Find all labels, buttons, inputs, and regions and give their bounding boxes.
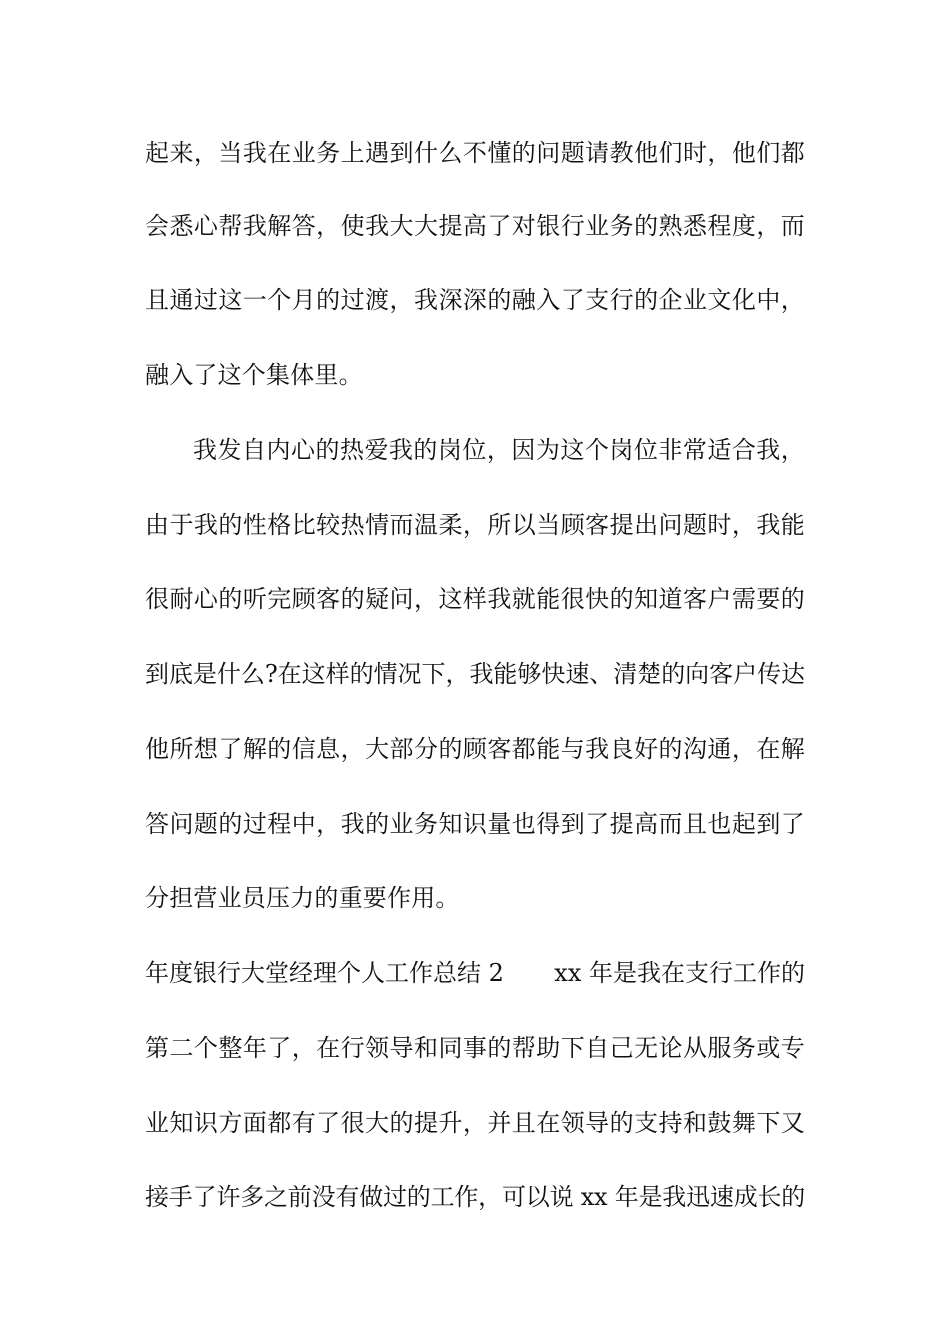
paragraph-line: 接手了许多之前没有做过的工作，可以说 xx 年是我迅速成长的 (145, 1183, 805, 1211)
paragraph-line: 且通过这一个月的过渡，我深深的融入了支行的企业文化中， (145, 286, 805, 314)
paragraph-line: 答问题的过程中，我的业务知识量也得到了提高而且也起到了 (145, 810, 805, 838)
paragraph-line: 第二个整年了，在行领导和同事的帮助下自己无论从服务或专 (145, 1034, 805, 1062)
paragraph-line: 由于我的性格比较热情而温柔，所以当顾客提出问题时，我能 (145, 511, 805, 539)
paragraph-line: 我发自内心的热爱我的岗位，因为这个岗位非常适合我， (193, 436, 805, 464)
section-title: 年度银行大堂经理个人工作总结 2 (145, 959, 504, 987)
paragraph-line: 很耐心的听完顾客的疑问，这样我就能很快的知道客户需要的 (145, 585, 805, 613)
section-title-continuation: xx 年是我在支行工作的 (554, 959, 805, 987)
paragraph-line: 分担营业员压力的重要作用。 (145, 884, 460, 912)
paragraph-line: 融入了这个集体里。 (145, 361, 363, 389)
paragraph-line: 他所想了解的信息，大部分的顾客都能与我良好的沟通，在解 (145, 735, 805, 763)
paragraph-line: 业知识方面都有了很大的提升，并且在领导的支持和鼓舞下又 (145, 1109, 805, 1137)
section-heading-line (145, 953, 805, 993)
paragraph-line: 起来，当我在业务上遇到什么不懂的问题请教他们时，他们都 (145, 139, 805, 167)
paragraph-line: 会悉心帮我解答，使我大大提高了对银行业务的熟悉程度，而 (145, 212, 805, 240)
paragraph-line: 到底是什么?在这样的情况下，我能够快速、清楚的向客户传达 (145, 660, 805, 688)
